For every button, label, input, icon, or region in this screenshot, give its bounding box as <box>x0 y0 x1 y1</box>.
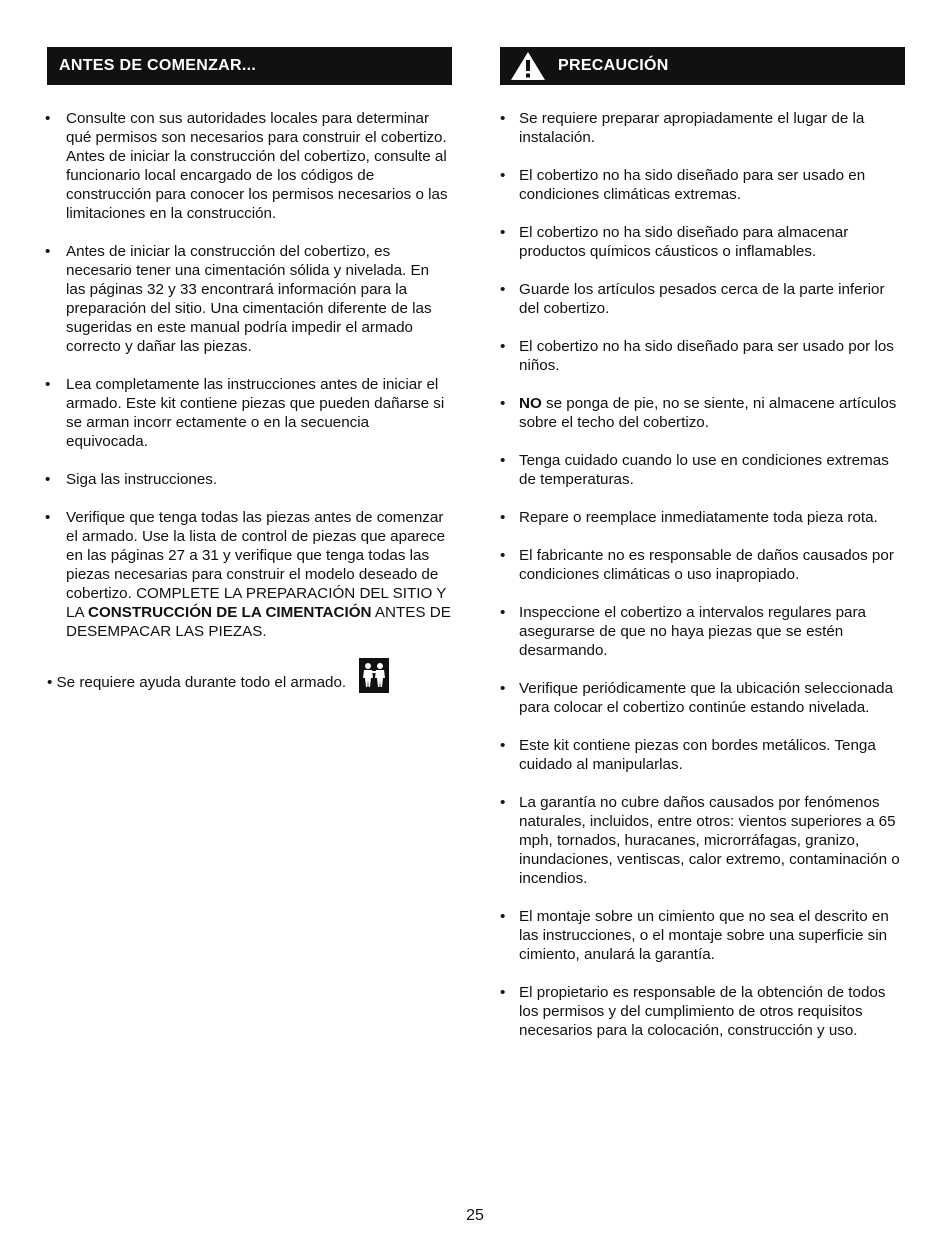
list-item <box>500 451 905 489</box>
bullet: • <box>500 110 506 127</box>
list-item <box>500 983 905 1040</box>
bullet: • <box>45 471 51 488</box>
item-text: Antes de iniciar la construcción del cobertizo, es necesario tener una cimentación sólida y nivelada. En las páginas 32 y 33 encontrará información para la preparación del sitio. Una cimentación diferente de las sugeridas en este manual podría impedir el armado correcto y dañar las piezas. <box>66 243 432 355</box>
list-item <box>500 223 905 261</box>
list-item <box>500 394 905 432</box>
list-item <box>500 508 905 527</box>
warning-triangle-icon <box>510 51 546 81</box>
item-text: Se requiere preparar apropiadamente el lugar de la instalación. <box>519 110 865 146</box>
item-text: La garantía no cubre daños causados por fenómenos naturales, incluidos, entre otros: vientos superiores a 65 mph, tornados, huracanes, microrráfagas, granizo, inundaciones, ventiscas, calor extremo, contaminación o incendios. <box>519 794 900 887</box>
list-item <box>500 679 905 717</box>
list-item <box>47 375 452 451</box>
bullet: • <box>500 984 506 1001</box>
item-text: El cobertizo no ha sido diseñado para ser usado por los niños. <box>519 338 894 374</box>
bullet: • <box>500 452 506 469</box>
item-text: se ponga de pie, no se siente, ni almacene artículos sobre el techo del cobertizo. <box>519 395 897 431</box>
list-item <box>500 337 905 375</box>
item-text: Siga las instrucciones. <box>66 471 218 488</box>
item-bold-text: CONSTRUCCIÓN DE LA CIMENTACIÓN <box>87 604 372 621</box>
item-text: El propietario es responsable de la obtención de todos los permisos y del cumplimiento de otros requisitos necesarios para la colocación, construcción y uso. <box>519 984 886 1039</box>
caution-section <box>500 47 905 1059</box>
item-text: El cobertizo no ha sido diseñado para almacenar productos químicos cáusticos o inflamables. <box>519 224 849 260</box>
bullet: • <box>500 680 506 697</box>
list-item <box>47 508 452 641</box>
caution-header <box>500 47 905 85</box>
bullet: • <box>500 338 506 355</box>
bullet: • <box>500 395 506 412</box>
list-item <box>500 280 905 318</box>
list-item <box>500 907 905 964</box>
list-item <box>500 109 905 147</box>
caution-list <box>500 109 905 1040</box>
list-item <box>500 793 905 888</box>
item-text: Verifique que tenga todas las piezas antes de comenzar el armado. Use la lista de control de piezas que aparece en las páginas 27 a 31 y verifique que tenga todas las piezas necesarias para construir el modelo deseado de cobertizo. <box>66 509 446 602</box>
two-people-icon <box>359 658 389 693</box>
item-caps-text: ANTES DE DESEMPACAR LAS PIEZAS. <box>66 604 451 640</box>
list-item <box>47 470 452 489</box>
bullet: • <box>500 547 506 564</box>
bullet: • <box>500 281 506 298</box>
list-item <box>500 546 905 584</box>
before-starting-list <box>47 109 452 692</box>
item-caps-text: COMPLETE LA PREPARACIÓN DEL SITIO Y LA <box>66 585 447 621</box>
bullet: • <box>500 509 506 526</box>
bullet: • <box>500 908 506 925</box>
item-text: El montaje sobre un cimiento que no sea el descrito en las instrucciones, o el montaje sobre una superficie sin cimiento, anulará la garantía. <box>519 908 889 963</box>
bullet: • <box>45 110 51 127</box>
item-text: Verifique periódicamente que la ubicación seleccionada para colocar el cobertizo continúe estando nivelada. <box>519 680 894 716</box>
caution-title: PRECAUCIÓN <box>558 57 669 74</box>
no-bold-text: NO <box>519 395 542 412</box>
item-text: Guarde los artículos pesados cerca de la parte inferior del cobertizo. <box>519 281 885 317</box>
item-text: Este kit contiene piezas con bordes metálicos. Tenga cuidado al manipularlas. <box>519 737 876 773</box>
list-item <box>47 242 452 356</box>
list-item <box>47 109 452 223</box>
item-text: Consulte con sus autoridades locales para determinar qué permisos son necesarios para construir el cobertizo. Antes de iniciar la construcción del cobertizo, consulte al funcionario local encargado de los códigos de construcción para conocer los permisos necesarios o las limitaciones en la construcción. <box>66 110 448 222</box>
list-item <box>500 603 905 660</box>
item-text: Lea completamente las instrucciones antes de iniciar el armado. Este kit contiene piezas que pueden dañarse si se arman incorr ectamente o en la secuencia equivocada. <box>66 376 445 450</box>
bullet: • <box>500 167 506 184</box>
bullet: • <box>45 243 51 260</box>
list-item <box>500 166 905 204</box>
before-starting-header <box>47 47 452 85</box>
item-text: Tenga cuidado cuando lo use en condiciones extremas de temperaturas. <box>519 452 889 488</box>
bullet: • <box>500 224 506 241</box>
list-item <box>500 736 905 774</box>
help-required-text: • Se requiere ayuda durante todo el armado. <box>47 674 347 691</box>
before-starting-title: ANTES DE COMENZAR... <box>59 57 257 74</box>
bullet: • <box>45 376 51 393</box>
item-text: Inspeccione el cobertizo a intervalos regulares para asegurarse de que no haya piezas que se estén desarmando. <box>519 604 866 659</box>
bullet: • <box>500 604 506 621</box>
item-text: El cobertizo no ha sido diseñado para ser usado en condiciones climáticas extremas. <box>519 167 866 203</box>
bullet: • <box>500 794 506 811</box>
bullet: • <box>45 509 51 526</box>
help-required-item <box>47 657 452 692</box>
before-starting-section <box>47 47 452 711</box>
page-number: 25 <box>466 1207 484 1224</box>
bullet: • <box>500 737 506 754</box>
item-text: El fabricante no es responsable de daños causados por condiciones climáticas o uso inapropiado. <box>519 547 894 583</box>
item-text: Repare o reemplace inmediatamente toda pieza rota. <box>519 509 878 526</box>
